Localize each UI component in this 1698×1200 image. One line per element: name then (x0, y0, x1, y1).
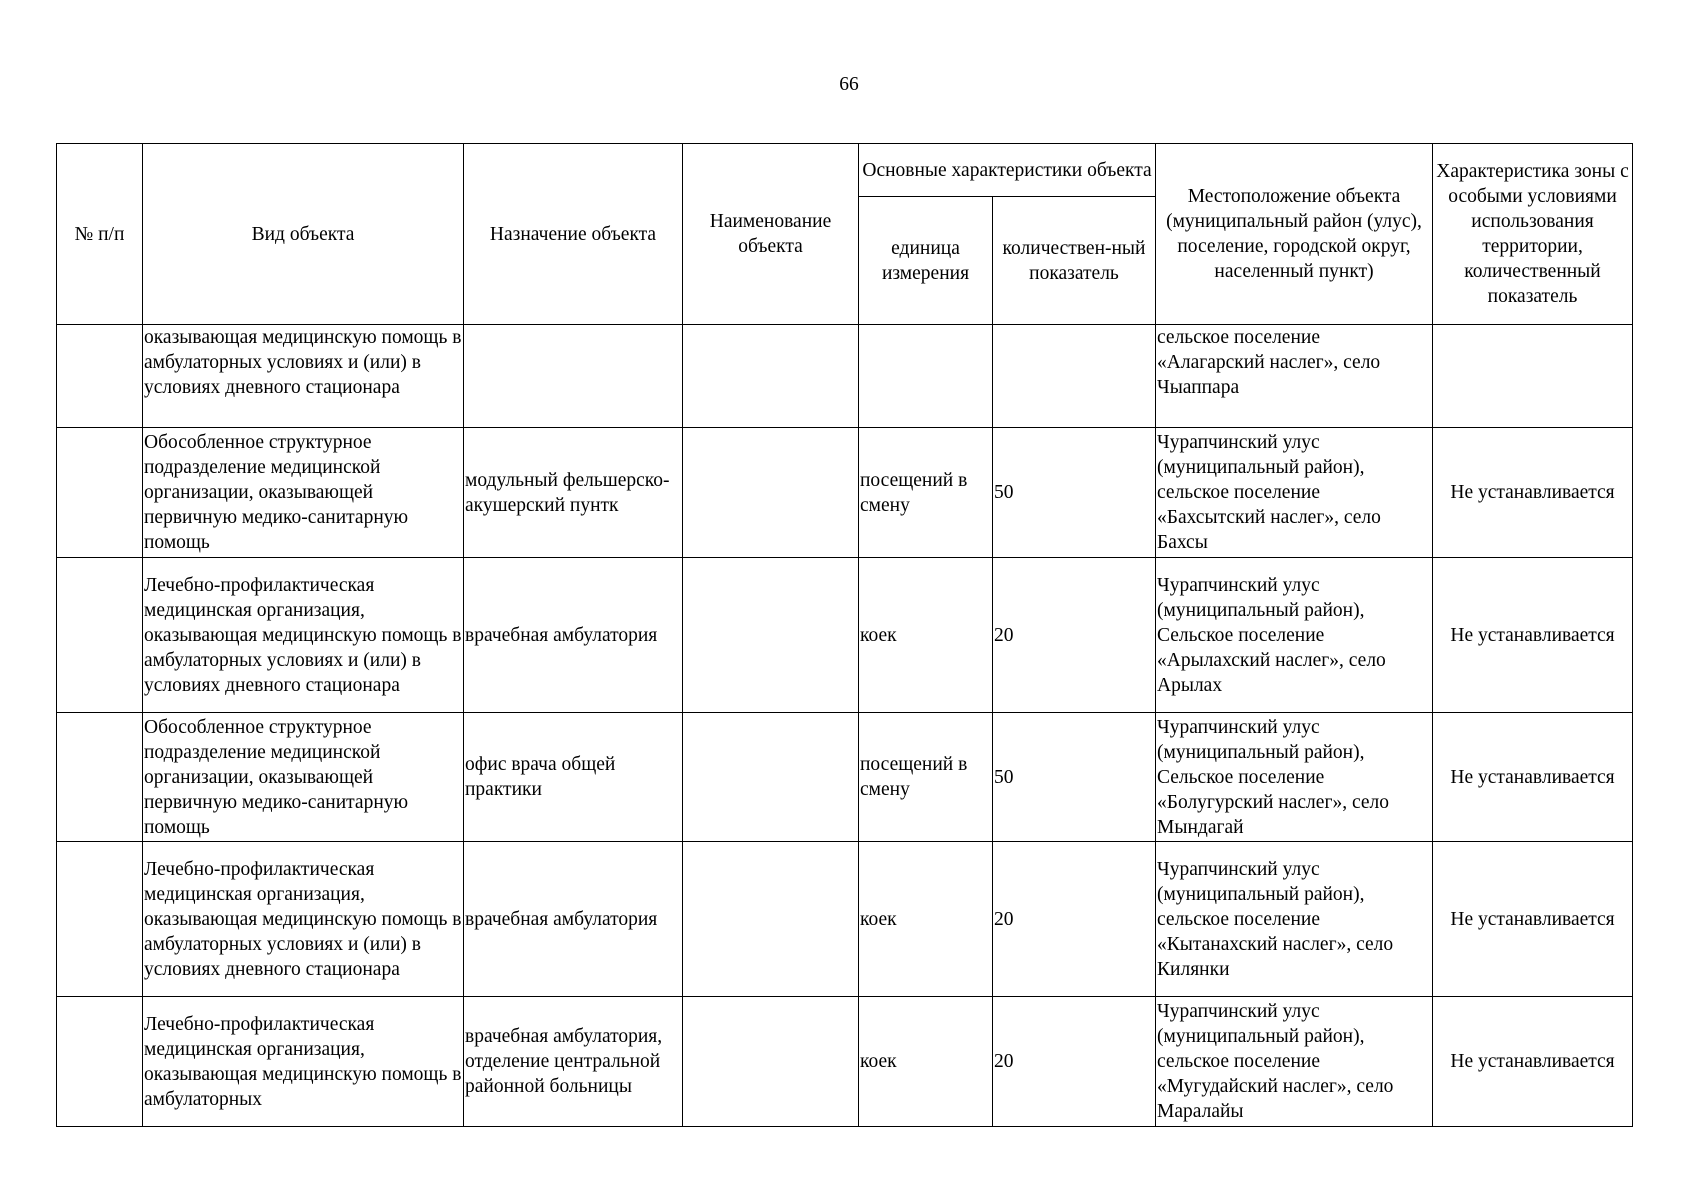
header-type: Вид объекта (143, 144, 464, 325)
table-row (57, 558, 1633, 713)
header-main-characteristics: Основные характеристики объекта (859, 144, 1156, 197)
cell-purpose: врачебная амбулатория (464, 842, 683, 997)
cell-location: Чурапчинский улус (муниципальный район), сельское поселение «Бахсытский наслег», село Бахсы (1156, 428, 1433, 558)
page-number: 66 (839, 74, 859, 95)
cell-zone: Не устанавливается (1433, 997, 1633, 1127)
cell-purpose: врачебная амбулатория (464, 558, 683, 713)
cell-num (57, 558, 143, 713)
cell-zone: Не устанавливается (1433, 713, 1633, 842)
cell-type: Лечебно-профилактическая медицинская организация, оказывающая медицинскую помощь в амбулаторных (143, 997, 464, 1127)
cell-num (57, 325, 143, 428)
header-qty: количествен-ный показатель (993, 197, 1156, 325)
cell-unit (859, 325, 993, 428)
cell-unit: посещений в смену (859, 713, 993, 842)
table-row (57, 842, 1633, 997)
header-num: № п/п (57, 144, 143, 325)
cell-location: Чурапчинский улус (муниципальный район), сельское поселение «Кытанахский наслег», село Килянки (1156, 842, 1433, 997)
cell-num (57, 842, 143, 997)
header-purpose: Назначение объекта (464, 144, 683, 325)
cell-purpose: врачебная амбулатория, отделение центральной районной больницы (464, 997, 683, 1127)
cell-type: оказывающая медицинскую помощь в амбулаторных условиях и (или) в условиях дневного стационара (143, 325, 464, 428)
cell-type: Лечебно-профилактическая медицинская организация, оказывающая медицинскую помощь в амбулаторных условиях и (или) в условиях дневного стационара (143, 842, 464, 997)
table-row (57, 325, 1633, 428)
cell-purpose: модульный фельшерско-акушерский пунтк (464, 428, 683, 558)
cell-unit: коек (859, 997, 993, 1127)
header-name: Наименование объекта (683, 144, 859, 325)
header-unit: единица измерения (859, 197, 993, 325)
cell-qty: 50 (993, 713, 1156, 842)
cell-purpose (464, 325, 683, 428)
cell-qty: 50 (993, 428, 1156, 558)
cell-zone: Не устанавливается (1433, 842, 1633, 997)
cell-zone: Не устанавливается (1433, 558, 1633, 713)
cell-purpose: офис врача общей практики (464, 713, 683, 842)
header-location: Местоположение объекта (муниципальный район (улус), поселение, городской округ, населенный пункт) (1156, 144, 1433, 325)
table-row (57, 713, 1633, 842)
cell-qty: 20 (993, 558, 1156, 713)
cell-num (57, 713, 143, 842)
cell-name (683, 842, 859, 997)
cell-name (683, 713, 859, 842)
cell-name (683, 428, 859, 558)
cell-name (683, 558, 859, 713)
header-zone: Характеристика зоны с особыми условиями использования территории, количественный показатель (1433, 144, 1633, 325)
cell-qty: 20 (993, 997, 1156, 1127)
objects-table (56, 143, 1633, 1127)
cell-qty: 20 (993, 842, 1156, 997)
cell-location: Чурапчинский улус (муниципальный район), сельское поселение «Мугудайский наслег», село Маралайы (1156, 997, 1433, 1127)
table-header (57, 144, 1633, 325)
cell-name (683, 325, 859, 428)
cell-zone: Не устанавливается (1433, 428, 1633, 558)
cell-unit: посещений в смену (859, 428, 993, 558)
table-row (57, 997, 1633, 1127)
cell-unit: коек (859, 558, 993, 713)
cell-zone (1433, 325, 1633, 428)
cell-location: сельское поселение «Алагарский наслег», село Чыаппара (1156, 325, 1433, 428)
cell-name (683, 997, 859, 1127)
cell-type: Обособленное структурное подразделение медицинской организации, оказывающей первичную медико-санитарную помощь (143, 428, 464, 558)
table-row (57, 428, 1633, 558)
cell-num (57, 997, 143, 1127)
cell-location: Чурапчинский улус (муниципальный район), Сельское поселение «Арылахский наслег», село Арылах (1156, 558, 1433, 713)
cell-qty (993, 325, 1156, 428)
cell-type: Обособленное структурное подразделение медицинской организации, оказывающей первичную медико-санитарную помощь (143, 713, 464, 842)
cell-unit: коек (859, 842, 993, 997)
cell-location: Чурапчинский улус (муниципальный район), Сельское поселение «Болугурский наслег», село Мындагай (1156, 713, 1433, 842)
cell-type: Лечебно-профилактическая медицинская организация, оказывающая медицинскую помощь в амбулаторных условиях и (или) в условиях дневного стационара (143, 558, 464, 713)
cell-num (57, 428, 143, 558)
